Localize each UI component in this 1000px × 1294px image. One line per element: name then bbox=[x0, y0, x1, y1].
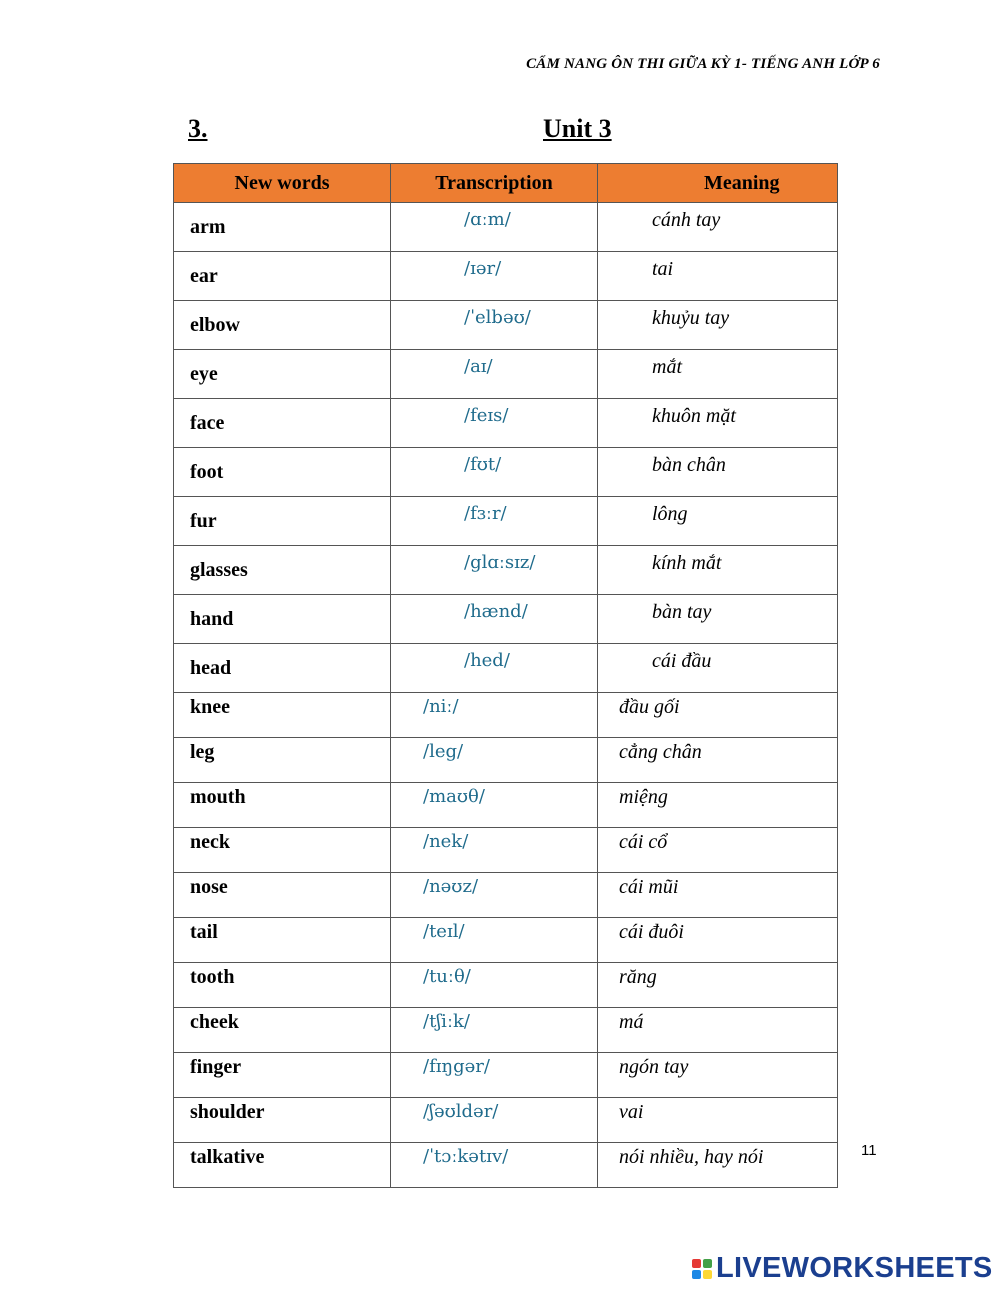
word-cell: shoulder bbox=[174, 1098, 391, 1143]
table-row bbox=[174, 350, 838, 399]
unit-title: Unit 3 bbox=[543, 114, 612, 143]
word-cell: neck bbox=[174, 828, 391, 873]
meaning-cell: ngón tay bbox=[598, 1053, 838, 1098]
table-header-row bbox=[174, 164, 838, 203]
meaning-cell: đầu gối bbox=[598, 693, 838, 738]
table-row bbox=[174, 203, 838, 252]
word-cell: leg bbox=[174, 738, 391, 783]
transcription-cell: /aɪ/ bbox=[391, 350, 598, 399]
word-cell: tail bbox=[174, 918, 391, 963]
transcription-cell: /ˈtɔːkətɪv/ bbox=[391, 1143, 598, 1188]
table-row bbox=[174, 1143, 838, 1188]
meaning-cell: lông bbox=[598, 497, 838, 546]
meaning-cell: mắt bbox=[598, 350, 838, 399]
table-row bbox=[174, 1008, 838, 1053]
meaning-cell: cái mũi bbox=[598, 873, 838, 918]
transcription-cell: /feɪs/ bbox=[391, 399, 598, 448]
meaning-cell: kính mắt bbox=[598, 546, 838, 595]
word-cell: ear bbox=[174, 252, 391, 301]
transcription-cell: /teɪl/ bbox=[391, 918, 598, 963]
transcription-cell: /ɑːm/ bbox=[391, 203, 598, 252]
liveworksheets-logo-icon bbox=[692, 1259, 712, 1279]
transcription-cell: /fɪŋgər/ bbox=[391, 1053, 598, 1098]
meaning-cell: miệng bbox=[598, 783, 838, 828]
table-row bbox=[174, 738, 838, 783]
transcription-cell: /tʃiːk/ bbox=[391, 1008, 598, 1053]
meaning-cell: cánh tay bbox=[598, 203, 838, 252]
word-cell: talkative bbox=[174, 1143, 391, 1188]
table-row bbox=[174, 448, 838, 497]
table-body bbox=[174, 203, 838, 1188]
column-header-new-words: New words bbox=[174, 164, 391, 203]
document-header: CẨM NANG ÔN THI GIỮA KỲ 1- TIẾNG ANH LỚP 6 bbox=[526, 56, 880, 72]
word-cell: tooth bbox=[174, 963, 391, 1008]
word-cell: fur bbox=[174, 497, 391, 546]
meaning-cell: tai bbox=[598, 252, 838, 301]
meaning-cell: cái cổ bbox=[598, 828, 838, 873]
word-cell: mouth bbox=[174, 783, 391, 828]
table-row bbox=[174, 497, 838, 546]
meaning-cell: khuỷu tay bbox=[598, 301, 838, 350]
liveworksheets-logo bbox=[692, 1252, 993, 1285]
table-row bbox=[174, 399, 838, 448]
table-row bbox=[174, 1098, 838, 1143]
table-row bbox=[174, 918, 838, 963]
transcription-cell: /maʊθ/ bbox=[391, 783, 598, 828]
transcription-cell: /tuːθ/ bbox=[391, 963, 598, 1008]
word-cell: knee bbox=[174, 693, 391, 738]
transcription-cell: /fʊt/ bbox=[391, 448, 598, 497]
transcription-cell: /ɪər/ bbox=[391, 252, 598, 301]
transcription-cell: /nəʊz/ bbox=[391, 873, 598, 918]
transcription-cell: /ʃəʊldər/ bbox=[391, 1098, 598, 1143]
table-row bbox=[174, 252, 838, 301]
word-cell: foot bbox=[174, 448, 391, 497]
transcription-cell: /hed/ bbox=[391, 644, 598, 693]
transcription-cell: /fɜːr/ bbox=[391, 497, 598, 546]
meaning-cell: cẳng chân bbox=[598, 738, 838, 783]
transcription-cell: /niː/ bbox=[391, 693, 598, 738]
table-row bbox=[174, 1053, 838, 1098]
meaning-cell: nói nhiều, hay nói bbox=[598, 1143, 838, 1188]
meaning-cell: cái đuôi bbox=[598, 918, 838, 963]
transcription-cell: /hænd/ bbox=[391, 595, 598, 644]
vocabulary-table bbox=[173, 163, 838, 1188]
table-row bbox=[174, 693, 838, 738]
meaning-cell: vai bbox=[598, 1098, 838, 1143]
meaning-cell: răng bbox=[598, 963, 838, 1008]
liveworksheets-brand-text: LIVEWORKSHEETS bbox=[716, 1252, 993, 1284]
word-cell: glasses bbox=[174, 546, 391, 595]
word-cell: elbow bbox=[174, 301, 391, 350]
section-number: 3. bbox=[188, 114, 208, 143]
meaning-cell: cái đầu bbox=[598, 644, 838, 693]
meaning-cell: bàn tay bbox=[598, 595, 838, 644]
table-row bbox=[174, 595, 838, 644]
meaning-cell: má bbox=[598, 1008, 838, 1053]
meaning-cell: bàn chân bbox=[598, 448, 838, 497]
word-cell: hand bbox=[174, 595, 391, 644]
word-cell: eye bbox=[174, 350, 391, 399]
word-cell: finger bbox=[174, 1053, 391, 1098]
table-row bbox=[174, 644, 838, 693]
table-row bbox=[174, 828, 838, 873]
table-row bbox=[174, 301, 838, 350]
transcription-cell: /nek/ bbox=[391, 828, 598, 873]
word-cell: head bbox=[174, 644, 391, 693]
table-row bbox=[174, 963, 838, 1008]
transcription-cell: /leg/ bbox=[391, 738, 598, 783]
word-cell: nose bbox=[174, 873, 391, 918]
word-cell: cheek bbox=[174, 1008, 391, 1053]
transcription-cell: /glɑːsɪz/ bbox=[391, 546, 598, 595]
column-header-meaning: Meaning bbox=[598, 164, 838, 203]
table-row bbox=[174, 783, 838, 828]
table-row bbox=[174, 873, 838, 918]
page-number: 11 bbox=[861, 1142, 877, 1159]
meaning-cell: khuôn mặt bbox=[598, 399, 838, 448]
word-cell: arm bbox=[174, 203, 391, 252]
column-header-transcription: Transcription bbox=[391, 164, 598, 203]
transcription-cell: /ˈelbəʊ/ bbox=[391, 301, 598, 350]
table-row bbox=[174, 546, 838, 595]
word-cell: face bbox=[174, 399, 391, 448]
